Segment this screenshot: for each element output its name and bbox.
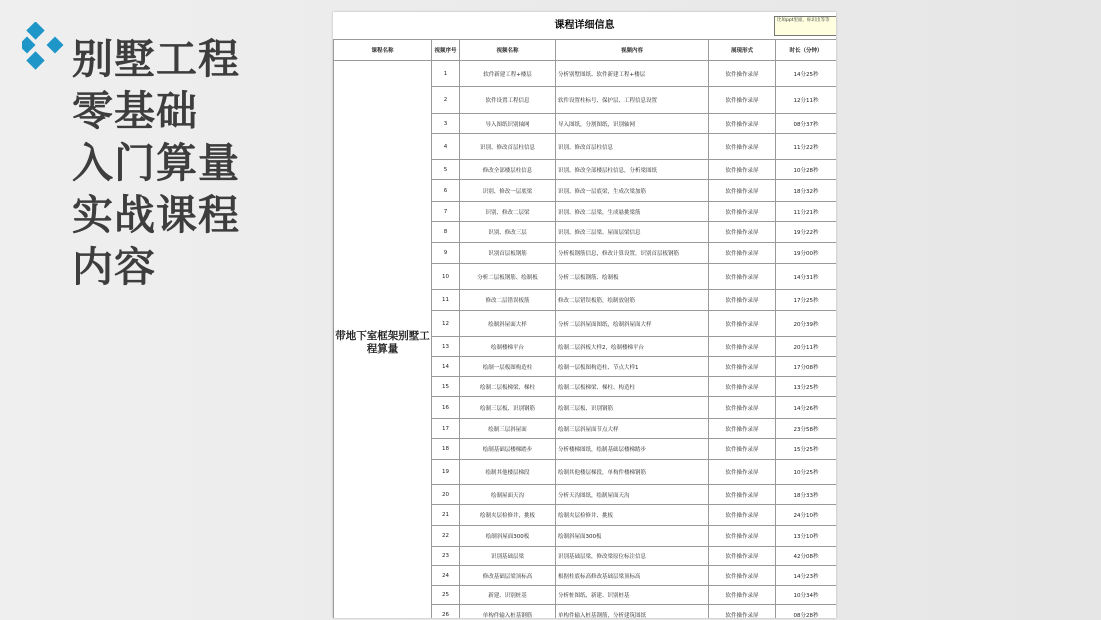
video-content-cell: 软件设置柱标号、保护层、工程信息设置 [556,87,709,114]
video-content-cell: 识别基础层梁，修改梁原位标注信息 [556,547,709,566]
video-no-cell: 12 [432,311,460,337]
video-name-cell: 修改基础层梁顶标高 [460,566,556,586]
video-name-cell: 修改二层错误板筋 [460,290,556,311]
video-no-cell: 23 [432,547,460,566]
display-form-cell: 软件操作录屏 [709,134,776,160]
video-content-cell: 绘制夹层检修井、挑板 [556,505,709,526]
display-form-cell: 软件操作录屏 [709,311,776,337]
duration-cell: 17分25秒 [776,290,837,311]
display-form-cell: 软件操作录屏 [709,505,776,526]
video-content-cell: 绘制二层板梯梁、梯柱、构造柱 [556,377,709,397]
duration-cell: 20分39秒 [776,311,837,337]
header-display-form: 展现形式 [709,40,776,61]
table-body [334,61,837,619]
header-video-no: 视频序号 [432,40,460,61]
table-header-row [334,40,837,61]
video-name-cell: 绘制三层板、识别钢筋 [460,397,556,419]
video-name-cell: 绘制夹层检修井，挑板 [460,505,556,526]
display-form-cell: 软件操作录屏 [709,377,776,397]
spreadsheet-panel [333,12,836,618]
duration-cell: 10分28秒 [776,160,837,180]
video-no-cell: 16 [432,397,460,419]
video-name-cell: 新建、识别桩基 [460,586,556,605]
video-content-cell: 绘制其他楼层梯段，单构件楼梯钢筋 [556,460,709,485]
video-content-cell: 识别、修改三层梁、屋面层梁信息 [556,222,709,243]
duration-cell: 23分58秒 [776,419,837,439]
video-no-cell: 14 [432,357,460,377]
display-form-cell: 软件操作录屏 [709,566,776,586]
display-form-cell: 软件操作录屏 [709,61,776,87]
duration-cell: 14分31秒 [776,264,837,290]
video-no-cell: 1 [432,61,460,87]
duration-cell: 12分11秒 [776,87,837,114]
video-content-cell: 识别、修改首层柱信息 [556,134,709,160]
video-content-cell: 识别、修改全部楼层柱信息，分析梁图纸 [556,160,709,180]
display-form-cell: 软件操作录屏 [709,460,776,485]
duration-cell: 14分23秒 [776,566,837,586]
display-form-cell: 软件操作录屏 [709,397,776,419]
display-form-cell: 软件操作录屏 [709,605,776,619]
table-row [334,61,837,87]
video-name-cell: 软件设置工程信息 [460,87,556,114]
video-no-cell: 4 [432,134,460,160]
duration-cell: 14分25秒 [776,61,837,87]
video-name-cell: 绘制基础层楼梯踏步 [460,439,556,460]
display-form-cell: 软件操作录屏 [709,547,776,566]
duration-cell: 10分34秒 [776,586,837,605]
video-name-cell: 绘制楼梯平台 [460,337,556,357]
display-form-cell: 软件操作录屏 [709,290,776,311]
video-name-cell: 识别首层板钢筋 [460,243,556,264]
video-no-cell: 6 [432,180,460,202]
header-duration: 时长（分钟） [776,40,837,61]
slide-title-line: 入门算量 [72,139,240,187]
video-no-cell: 8 [432,222,460,243]
display-form-cell: 软件操作录屏 [709,87,776,114]
video-no-cell: 17 [432,419,460,439]
video-no-cell: 20 [432,485,460,505]
duration-cell: 13分10秒 [776,526,837,547]
duration-cell: 24分10秒 [776,505,837,526]
video-no-cell: 18 [432,439,460,460]
slide-title-line: 零基础 [72,87,198,135]
header-video-name: 视频名称 [460,40,556,61]
duration-cell: 15分25秒 [776,439,837,460]
duration-cell: 19分00秒 [776,243,837,264]
video-name-cell: 导入图纸识别轴网 [460,114,556,134]
slide-title-line: 实战课程 [72,191,240,239]
display-form-cell: 软件操作录屏 [709,526,776,547]
duration-cell: 14分26秒 [776,397,837,419]
video-content-cell: 识别、修改一层底梁，生成次梁加筋 [556,180,709,202]
video-content-cell: 分析天沟图纸，绘制屋面天沟 [556,485,709,505]
display-form-cell: 软件操作录屏 [709,243,776,264]
video-content-cell: 绘制斜屋面300板 [556,526,709,547]
course-table [333,39,836,618]
video-content-cell: 分析板钢筋信息，修改计算设置，识别首层板钢筋 [556,243,709,264]
video-name-cell: 绘制二层板梯梁、梯柱 [460,377,556,397]
video-content-cell: 单构件输入桩基钢筋，分析建筑图纸 [556,605,709,619]
display-form-cell: 软件操作录屏 [709,202,776,222]
video-name-cell: 识别、修改三层 [460,222,556,243]
video-no-cell: 5 [432,160,460,180]
video-name-cell: 绘制斜屋面300板 [460,526,556,547]
video-name-cell: 绘制其他楼层梯段 [460,460,556,485]
slide-title-line: 别墅工程 [72,35,240,83]
display-form-cell: 软件操作录屏 [709,357,776,377]
video-no-cell: 13 [432,337,460,357]
video-content-cell: 绘制一层板图构造柱、节点大样1 [556,357,709,377]
video-no-cell: 3 [432,114,460,134]
video-no-cell: 7 [432,202,460,222]
video-no-cell: 22 [432,526,460,547]
video-content-cell: 分析二层板钢筋、绘制板 [556,264,709,290]
display-form-cell: 软件操作录屏 [709,222,776,243]
duration-cell: 17分08秒 [776,357,837,377]
duration-cell: 11分21秒 [776,202,837,222]
video-content-cell: 分析桩图纸、新建、识别桩基 [556,586,709,605]
video-content-cell: 绘制二层斜板大样2，绘制楼梯平台 [556,337,709,357]
display-form-cell: 软件操作录屏 [709,439,776,460]
video-name-cell: 识别、修改首层柱信息 [460,134,556,160]
logo-diamond-bottom [26,51,44,69]
video-name-cell: 识别基础层梁 [460,547,556,566]
video-content-cell: 导入图纸，分割图纸，识别轴网 [556,114,709,134]
video-name-cell: 绘制屋面天沟 [460,485,556,505]
slide-title-line: 内容 [72,243,156,291]
duration-cell: 19分22秒 [776,222,837,243]
video-name-cell: 绘制一层板图构造柱 [460,357,556,377]
video-name-cell: 修改全部楼层柱信息 [460,160,556,180]
video-no-cell: 10 [432,264,460,290]
video-name-cell: 识别、修改一层底梁 [460,180,556,202]
display-form-cell: 软件操作录屏 [709,160,776,180]
video-content-cell: 根据柱底标高修改基础层梁顶标高 [556,566,709,586]
video-no-cell: 15 [432,377,460,397]
display-form-cell: 软件操作录屏 [709,419,776,439]
video-content-cell: 识别、修改二层梁，生成悬挑梁筋 [556,202,709,222]
display-form-cell: 软件操作录屏 [709,586,776,605]
video-no-cell: 11 [432,290,460,311]
video-name-cell: 分析二层板钢筋、绘制板 [460,264,556,290]
video-name-cell: 单构件输入桩基钢筋 [460,605,556,619]
duration-cell: 42分08秒 [776,547,837,566]
header-video-content: 视频内容 [556,40,709,61]
display-form-cell: 软件操作录屏 [709,180,776,202]
slide-title [72,33,312,293]
course-name-cell: 带地下室框架别墅工程算量 [334,61,432,619]
display-form-cell: 软件操作录屏 [709,114,776,134]
logo-diamond-top [26,22,44,40]
video-name-cell: 绘制斜屋面大样 [460,311,556,337]
sheet-title: 课程详细信息 [554,20,615,31]
duration-cell: 08分37秒 [776,114,837,134]
video-no-cell: 26 [432,605,460,619]
duration-cell: 11分22秒 [776,134,837,160]
video-name-cell: 识别、修改二层梁 [460,202,556,222]
comment-note: 比如ppt里面，标识出等等 [774,16,836,36]
duration-cell: 20分11秒 [776,337,837,357]
video-no-cell: 24 [432,566,460,586]
duration-cell: 10分25秒 [776,460,837,485]
duration-cell: 18分32秒 [776,180,837,202]
header-course-name: 课程名称 [334,40,432,61]
video-name-cell: 软件新建工程+楼层 [460,61,556,87]
video-content-cell: 分析别墅图纸、软件新建工程+楼层 [556,61,709,87]
video-no-cell: 19 [432,460,460,485]
video-content-cell: 绘制三层板、识别钢筋 [556,397,709,419]
video-content-cell: 修改二层错误板筋，绘制放射筋 [556,290,709,311]
video-no-cell: 25 [432,586,460,605]
brand-logo-icon [22,22,70,78]
video-content-cell: 分析二层斜屋面图纸，绘制斜屋面大样 [556,311,709,337]
duration-cell: 13分25秒 [776,377,837,397]
logo-diamond-right [47,37,64,54]
display-form-cell: 软件操作录屏 [709,337,776,357]
duration-cell: 08分28秒 [776,605,837,619]
logo-diamond-left [22,37,35,54]
video-name-cell: 绘制三层斜屋面 [460,419,556,439]
video-content-cell: 分析楼梯图纸，绘制基础层楼梯踏步 [556,439,709,460]
display-form-cell: 软件操作录屏 [709,485,776,505]
video-no-cell: 9 [432,243,460,264]
display-form-cell: 软件操作录屏 [709,264,776,290]
video-no-cell: 2 [432,87,460,114]
video-no-cell: 21 [432,505,460,526]
video-content-cell: 绘制三层斜屋面节点大样 [556,419,709,439]
duration-cell: 18分33秒 [776,485,837,505]
